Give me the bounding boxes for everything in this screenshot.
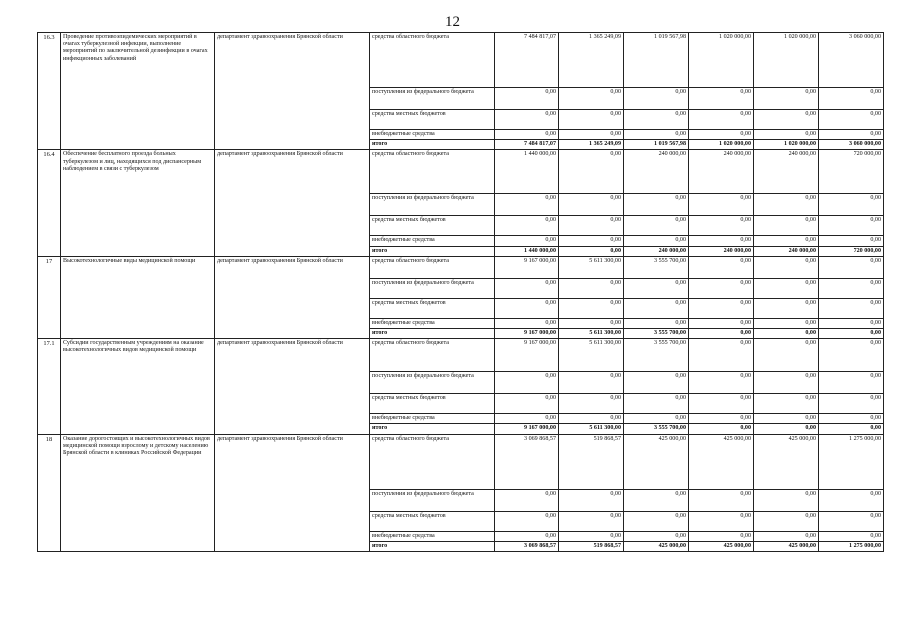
amount-cell: 0,00 [559,372,624,394]
amount-cell: 0,00 [559,246,624,256]
amount-cell: 0,00 [689,394,754,414]
amount-cell: 0,00 [754,424,819,434]
amount-cell: 9 167 000,00 [495,339,559,372]
amount-cell: 0,00 [754,130,819,140]
amount-cell: 0,00 [559,489,624,511]
amount-cell: 0,00 [689,414,754,424]
executor: департамент здравоохранения Брянской области [215,150,370,256]
funding-source: итого [370,328,495,338]
amount-cell: 0,00 [689,372,754,394]
amount-cell: 0,00 [624,394,689,414]
funding-source: итого [370,246,495,256]
amount-cell: 0,00 [754,278,819,298]
amount-cell: 0,00 [495,298,559,318]
funding-source: поступления из федерального бюджета [370,194,495,216]
executor: департамент здравоохранения Брянской области [215,339,370,434]
amount-cell: 0,00 [819,88,884,110]
amount-cell: 0,00 [624,372,689,394]
amount-cell: 1 275 000,00 [819,434,884,489]
amount-cell: 0,00 [754,194,819,216]
amount-cell: 1 020 000,00 [689,140,754,150]
amount-cell: 7 484 817,07 [495,33,559,88]
funding-source: итого [370,424,495,434]
amount-cell: 0,00 [819,216,884,236]
amount-cell: 0,00 [754,531,819,541]
amount-cell: 0,00 [819,414,884,424]
amount-cell: 0,00 [624,511,689,531]
amount-cell: 3 555 700,00 [624,339,689,372]
item-number: 17 [38,256,61,338]
funding-source: средства местных бюджетов [370,511,495,531]
amount-cell: 9 167 000,00 [495,328,559,338]
amount-cell: 519 868,57 [559,541,624,551]
amount-cell: 0,00 [819,256,884,278]
amount-cell: 0,00 [754,110,819,130]
funding-source: средства областного бюджета [370,256,495,278]
amount-cell: 0,00 [754,511,819,531]
amount-cell: 0,00 [819,511,884,531]
amount-cell: 0,00 [495,278,559,298]
amount-cell: 0,00 [689,298,754,318]
amount-cell: 0,00 [624,130,689,140]
amount-cell: 0,00 [754,394,819,414]
amount-cell: 0,00 [559,130,624,140]
amount-cell: 0,00 [495,531,559,541]
amount-cell: 0,00 [624,236,689,246]
amount-cell: 0,00 [559,414,624,424]
item-number: 17.1 [38,339,61,434]
amount-cell: 0,00 [689,216,754,236]
amount-cell: 240 000,00 [624,150,689,194]
amount-cell: 9 167 000,00 [495,256,559,278]
funding-source: поступления из федерального бюджета [370,489,495,511]
amount-cell: 0,00 [819,278,884,298]
funding-source: внебюджетные средства [370,130,495,140]
amount-cell: 240 000,00 [754,150,819,194]
amount-cell: 0,00 [495,511,559,531]
amount-cell: 0,00 [819,194,884,216]
amount-cell: 0,00 [624,298,689,318]
amount-cell: 0,00 [819,424,884,434]
activity-name: Проведение противоэпидемических мероприятий в очагах туберкулезной инфекции, выполнение мероприятий по заключительной дезинфекции в очагах инфекционных заболеваний [61,33,215,150]
amount-cell: 0,00 [689,318,754,328]
amount-cell: 0,00 [624,278,689,298]
amount-cell: 425 000,00 [689,541,754,551]
funding-source: внебюджетные средства [370,318,495,328]
funding-source: средства местных бюджетов [370,216,495,236]
amount-cell: 1 440 000,00 [495,150,559,194]
item-number: 16.3 [38,33,61,150]
funding-source: средства областного бюджета [370,339,495,372]
amount-cell: 0,00 [819,328,884,338]
amount-cell: 0,00 [819,298,884,318]
amount-cell: 425 000,00 [689,434,754,489]
amount-cell: 3 060 000,00 [819,140,884,150]
amount-cell: 0,00 [559,318,624,328]
amount-cell: 3 555 700,00 [624,256,689,278]
activity-name: Субсидии государственным учреждениям на оказание высокотехнологичных видов медицинской помощи [61,339,215,434]
amount-cell: 0,00 [689,236,754,246]
amount-cell: 0,00 [754,256,819,278]
amount-cell: 0,00 [754,489,819,511]
amount-cell: 0,00 [689,511,754,531]
amount-cell: 5 611 300,00 [559,424,624,434]
executor: департамент здравоохранения Брянской области [215,256,370,338]
amount-cell: 0,00 [495,216,559,236]
executor: департамент здравоохранения Брянской области [215,33,370,150]
amount-cell: 0,00 [689,424,754,434]
funding-source: итого [370,140,495,150]
amount-cell: 240 000,00 [689,150,754,194]
amount-cell: 0,00 [559,194,624,216]
amount-cell: 0,00 [559,88,624,110]
budget-table [37,32,884,552]
amount-cell: 0,00 [495,489,559,511]
table-row [38,256,884,278]
funding-source: средства местных бюджетов [370,394,495,414]
amount-cell: 0,00 [495,236,559,246]
executor: департамент здравоохранения Брянской области [215,434,370,551]
amount-cell: 0,00 [624,318,689,328]
amount-cell: 1 020 000,00 [754,33,819,88]
amount-cell: 0,00 [689,531,754,541]
amount-cell: 0,00 [754,339,819,372]
amount-cell: 720 000,00 [819,150,884,194]
amount-cell: 0,00 [819,489,884,511]
amount-cell: 3 060 000,00 [819,33,884,88]
funding-source: поступления из федерального бюджета [370,278,495,298]
activity-name: Обеспечение бесплатного проезда больных туберкулезом и лиц, находящихся под диспансерным наблюдением в связи с туберкулезом [61,150,215,256]
amount-cell: 5 611 300,00 [559,328,624,338]
amount-cell: 0,00 [559,216,624,236]
funding-source: внебюджетные средства [370,531,495,541]
amount-cell: 0,00 [559,110,624,130]
amount-cell: 0,00 [624,216,689,236]
amount-cell: 240 000,00 [754,246,819,256]
amount-cell: 1 440 000,00 [495,246,559,256]
amount-cell: 1 019 567,98 [624,140,689,150]
amount-cell: 1 020 000,00 [754,140,819,150]
amount-cell: 0,00 [754,298,819,318]
amount-cell: 0,00 [495,110,559,130]
table-row [38,339,884,372]
amount-cell: 0,00 [754,88,819,110]
funding-source: средства областного бюджета [370,150,495,194]
amount-cell: 0,00 [495,194,559,216]
amount-cell: 0,00 [559,394,624,414]
amount-cell: 0,00 [819,394,884,414]
amount-cell: 0,00 [819,339,884,372]
amount-cell: 240 000,00 [624,246,689,256]
amount-cell: 0,00 [689,339,754,372]
table-row [38,434,884,489]
amount-cell: 0,00 [819,372,884,394]
amount-cell: 0,00 [754,328,819,338]
amount-cell: 0,00 [689,130,754,140]
amount-cell: 0,00 [819,531,884,541]
amount-cell: 0,00 [495,394,559,414]
funding-source: средства местных бюджетов [370,298,495,318]
funding-source: внебюджетные средства [370,236,495,246]
amount-cell: 0,00 [624,88,689,110]
amount-cell: 0,00 [754,414,819,424]
amount-cell: 0,00 [754,216,819,236]
activity-name: Высокотехнологичные виды медицинской помощи [61,256,215,338]
amount-cell: 0,00 [495,318,559,328]
amount-cell: 0,00 [559,278,624,298]
funding-source: средства областного бюджета [370,33,495,88]
amount-cell: 720 000,00 [819,246,884,256]
amount-cell: 5 611 300,00 [559,339,624,372]
amount-cell: 0,00 [689,256,754,278]
funding-source: поступления из федерального бюджета [370,88,495,110]
amount-cell: 1 365 249,09 [559,33,624,88]
amount-cell: 425 000,00 [754,434,819,489]
amount-cell: 0,00 [754,236,819,246]
amount-cell: 9 167 000,00 [495,424,559,434]
amount-cell: 0,00 [689,278,754,298]
amount-cell: 0,00 [559,511,624,531]
amount-cell: 0,00 [754,318,819,328]
amount-cell: 0,00 [495,130,559,140]
amount-cell: 0,00 [819,110,884,130]
item-number: 16.4 [38,150,61,256]
amount-cell: 5 611 300,00 [559,256,624,278]
amount-cell: 0,00 [624,531,689,541]
amount-cell: 0,00 [689,489,754,511]
amount-cell: 1 365 249,09 [559,140,624,150]
amount-cell: 3 555 700,00 [624,328,689,338]
amount-cell: 0,00 [819,130,884,140]
amount-cell: 0,00 [495,88,559,110]
funding-source: поступления из федерального бюджета [370,372,495,394]
amount-cell: 0,00 [559,298,624,318]
amount-cell: 3 069 868,57 [495,541,559,551]
amount-cell: 0,00 [689,88,754,110]
amount-cell: 0,00 [624,414,689,424]
amount-cell: 1 020 000,00 [689,33,754,88]
amount-cell: 0,00 [689,194,754,216]
amount-cell: 0,00 [495,372,559,394]
amount-cell: 0,00 [689,110,754,130]
amount-cell: 519 868,57 [559,434,624,489]
amount-cell: 0,00 [559,150,624,194]
amount-cell: 1 275 000,00 [819,541,884,551]
funding-source: средства областного бюджета [370,434,495,489]
amount-cell: 0,00 [624,194,689,216]
funding-source: итого [370,541,495,551]
amount-cell: 7 484 817,07 [495,140,559,150]
amount-cell: 3 069 868,57 [495,434,559,489]
amount-cell: 0,00 [495,414,559,424]
amount-cell: 425 000,00 [754,541,819,551]
amount-cell: 0,00 [819,236,884,246]
amount-cell: 3 555 700,00 [624,424,689,434]
table-row [38,33,884,88]
amount-cell: 425 000,00 [624,434,689,489]
amount-cell: 0,00 [624,489,689,511]
amount-cell: 1 019 567,98 [624,33,689,88]
amount-cell: 0,00 [689,328,754,338]
item-number: 18 [38,434,61,551]
amount-cell: 0,00 [754,372,819,394]
amount-cell: 425 000,00 [624,541,689,551]
amount-cell: 0,00 [819,318,884,328]
table-row [38,150,884,194]
page-number: 12 [445,14,460,30]
activity-name: Оказание дорогостоящих и высокотехнологичных видов медицинской помощи взрослому и детскому населению Брянской области в клиниках Российской Федерации [61,434,215,551]
amount-cell: 0,00 [624,110,689,130]
amount-cell: 0,00 [559,236,624,246]
amount-cell: 0,00 [559,531,624,541]
amount-cell: 240 000,00 [689,246,754,256]
funding-source: средства местных бюджетов [370,110,495,130]
funding-source: внебюджетные средства [370,414,495,424]
